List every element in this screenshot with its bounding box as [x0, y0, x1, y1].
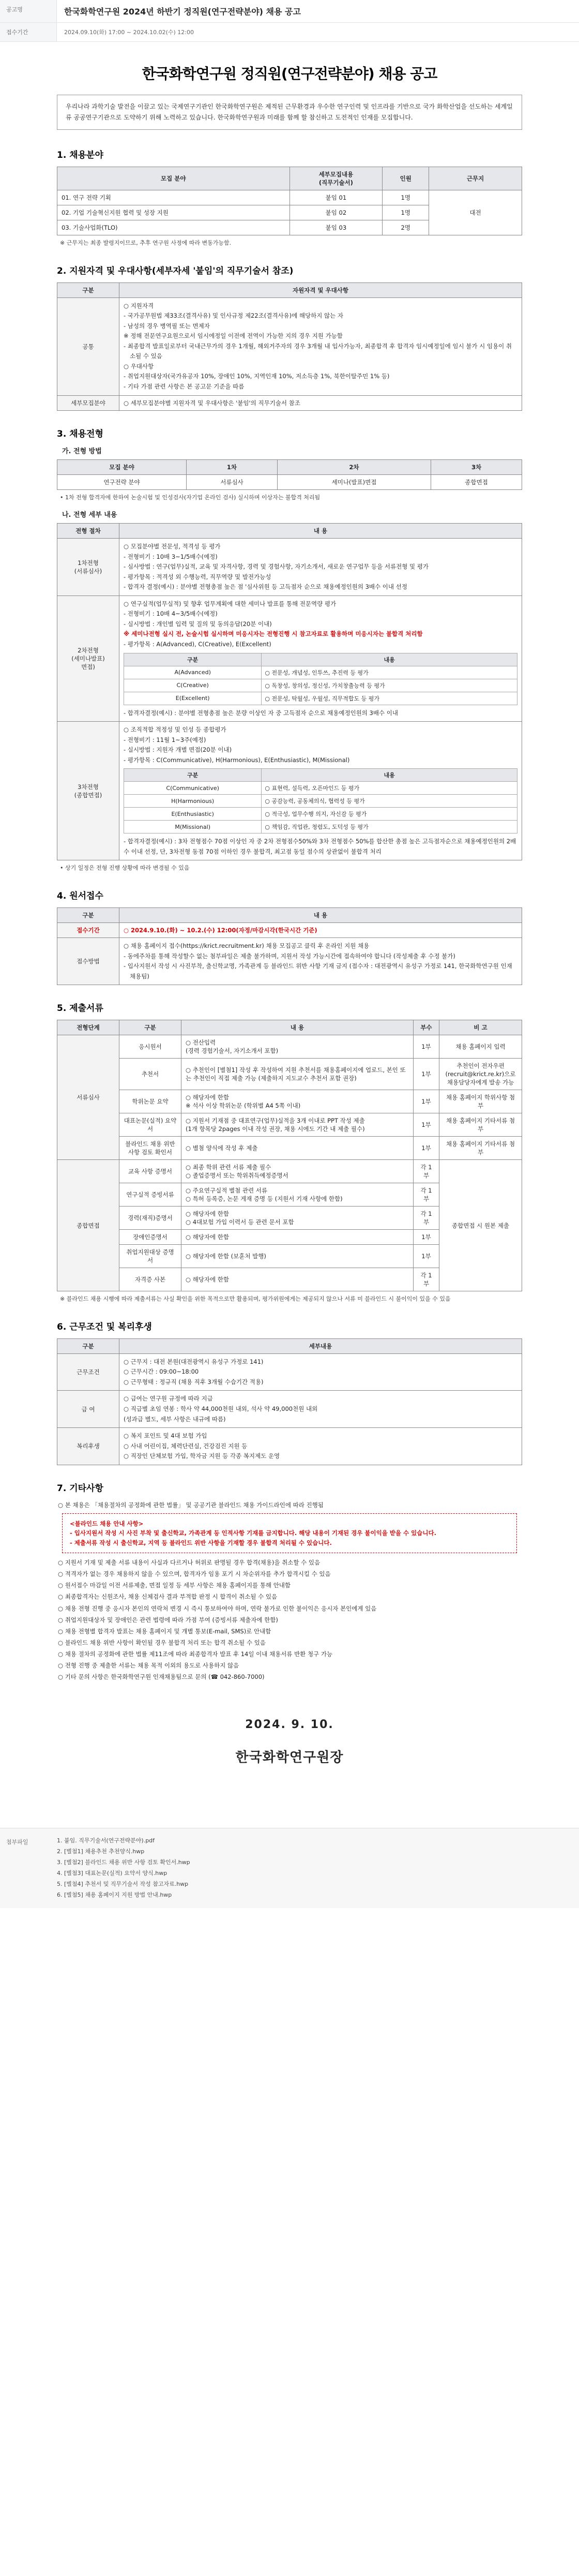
list-item: ○ 취업지원대상자 및 장애인은 관련 법령에 따라 가점 부여 (증빙서류 제출자에 한함) [58, 1616, 278, 1624]
eval-desc: ○ 독창성, 창의성, 정신성, 가치창출능력 등 평가 [262, 679, 517, 692]
table-cell: 2명 [383, 220, 429, 235]
doc-count: 각 1부 [414, 1268, 439, 1291]
list-item: ※ 정해 전문연구요원으로서 임시에정일 이전에 전역이 가능한 지의 경우 지원 가능함 [124, 332, 343, 340]
eval-desc: ○ 적극성, 업무수행 의지, 자신감 등 평가 [262, 808, 517, 821]
doc-desc: ○ 주요연구실적 별첨 관련 서류 ○ 특허 등록증, 논문 게재 증명 등 (지원서 기재 사항에 한함) [181, 1183, 414, 1207]
th: 내 용 [119, 908, 522, 923]
row-label: 접수방법 [57, 938, 119, 985]
th: 인원 [383, 167, 429, 190]
eval-key: E(Excellent) [124, 692, 262, 705]
list-item: - 평가항목 : 적격성 외 수행능력, 직무역량 및 발전가능성 [124, 573, 271, 580]
doc-name: 장애인증명서 [119, 1230, 181, 1245]
list-item: - 전형비기 : 10배 4~3/5배수(예정) [124, 610, 218, 618]
attachment-link[interactable]: 3. [별첨2] 블라인드 채용 위반 사항 검토 확인서.hwp [57, 1859, 190, 1866]
row-label: 1차전형 (서류심사) [57, 539, 119, 596]
attachments-list [57, 1836, 579, 1900]
th: 세부내용 [119, 1338, 522, 1353]
th: 구분 [57, 1338, 119, 1353]
method-note: • 1차 전형 합격자에 한하여 논술시험 및 인성검사(자기업 온라인 검사) 실시하며 이상자는 불합격 처리됨 [60, 494, 321, 501]
doc-note: 추천인이 전자우편(recruit@krict.re.kr)으로 채용담당자에게 발송 가능 [439, 1059, 522, 1090]
list-item: ○ 조직적합 적정성 및 인성 등 종합평가 [124, 726, 226, 734]
doc-name: 대표논문(실적) 요약서 [119, 1113, 181, 1137]
table-cell: 01. 연구 전략 기획 [57, 190, 290, 205]
list-item: - 실시방법 : 개인별 입력 및 질의 및 동의응답(20분 이내) [124, 620, 272, 628]
list-item: ○ 모집분야별 전문성, 적격성 등 평가 [124, 543, 221, 550]
attachment-link[interactable]: 1. 붙임. 직무기술서(연구전략분야).pdf [57, 1837, 155, 1844]
doc-name: 경력(재직)증명서 [119, 1207, 181, 1230]
section-3-note: • 상기 일정은 전형 진행 상황에 따라 변경될 수 있음 [60, 865, 190, 872]
list-item: - 평가항목 : C(Communicative), H(Harmonious), E(Enthusiastic), M(Missional) [124, 756, 350, 764]
list-item: ○ 채용 전형 진행 중 응시자 본인의 연락처 변경 시 즉시 통보하여야 하며, 연락 불가로 인한 불이익은 응시자 본인에게 있음 [58, 1604, 377, 1612]
row-label: 종합면접 [57, 1160, 119, 1291]
th: 내용 [262, 653, 517, 666]
th: 구분 [124, 653, 262, 666]
doc-desc: ○ 최종 학위 관련 서류 제출 필수 ○ 졸업증명서 또는 학위취득예정증명서 [181, 1160, 414, 1183]
doc-desc: ○ 해당자에 한함 (보훈처 발행) [181, 1245, 414, 1268]
row-label: 복리후생 [57, 1428, 119, 1465]
attachments-label: 첨부파일 [6, 1839, 28, 1846]
doc-note: 채용 홈페이지 기타서류 첨부 [439, 1113, 522, 1137]
doc-name: 자격증 사본 [119, 1268, 181, 1291]
section-2-title: 2. 지원자격 및 우대사항(세부자세 '붙임'의 직무기술서 참조) [57, 265, 294, 276]
list-item: ○ 지원서 기재 및 제출 서류 내용이 사실과 다르거나 허위로 판명될 경우 합격(채용)을 취소할 수 있음 [58, 1559, 321, 1566]
section-5-note: ※ 블라인드 채용 시행에 따라 제출서류는 사실 확인을 위한 목적으로만 활용되며, 평가위원에게는 제공되지 않으나 서류 미 블라인드 시 불이익이 있을 수 있음 [60, 1296, 451, 1303]
application-method-list [124, 941, 517, 981]
doc-note: 채용 홈페이지 입력 [439, 1035, 522, 1059]
doc-count: 각 1부 [414, 1160, 439, 1183]
doc-name: 추천서 [119, 1059, 181, 1090]
documents-table [57, 1020, 522, 1291]
th: 내 용 [119, 524, 522, 539]
doc-count: 1부 [414, 1059, 439, 1090]
stage-2-eval-table [124, 653, 517, 705]
application-table [57, 907, 522, 985]
eval-desc: ○ 전문성, 개념성, 인투쓰, 추진력 등 평가 [262, 666, 517, 679]
row-label: 근무조건 [57, 1353, 119, 1391]
attachment-link[interactable]: 6. [별첨5] 채용 홈페이지 지원 방법 안내.hwp [57, 1891, 172, 1898]
doc-note: 채용 홈페이지 학위사항 첨부 [439, 1090, 522, 1113]
list-item: - 취업지원대상자(국가유공자 10%, 장애인 10%, 지역인재 10%, 저소득층 1%, 북한이탈주민 1% 등) [124, 373, 390, 380]
etc-list [57, 1557, 522, 1682]
application-period: ○ 2024.9.10.(화) ~ 10.2.(수) 12:00(자정/마감시각(한국시간 기준) [119, 923, 522, 938]
row-label: 3차전형 (종합면접) [57, 722, 119, 860]
row-label: 공통 [57, 297, 119, 395]
th: 비 고 [439, 1020, 522, 1035]
stage-2-warning: ※ 세미나전형 실시 전, 논술시험 실시하며 미응시자는 전형진행 시 참고자료로 활용하며 미응시자는 불합격 처리함 [124, 630, 423, 638]
list-item: ○ 채용 전형별 합격자 발표는 채용 홈페이지 및 개별 통보(E-mail, SMS)로 안내함 [58, 1627, 271, 1635]
list-item: - 최종합격 발표일로부터 국내근무가의 경우 1개월, 해외거주자의 경우 3개월 내 입사가능자, 최종합격 후 합격자 임시예정일에 임시 불가 시 임용이 취소될 수 있음 [124, 342, 512, 360]
eval-key: M(Missional) [124, 821, 262, 833]
doc-name: 응시원서 [119, 1035, 181, 1059]
th: 근무지 [429, 167, 522, 190]
list-item: - 평가항목 : A(Advanced), C(Creative), E(Excellent) [124, 641, 271, 648]
table-cell: ○ 근무지 : 대전 본원(대전광역시 유성구 가정로 141) ○ 근무시간 : 09:00~18:00 ○ 근무형태 : 정규직 (채용 직후 3개월 수습기간 적용) [119, 1353, 522, 1391]
section-5-title: 5. 제출서류 [57, 1003, 103, 1014]
post-body [57, 63, 522, 1766]
row-label: 2차전형 (세미나발표) 면접) [57, 595, 119, 721]
list-item: ○ 최종합격자는 신원조사, 채용 신체검사 결과 부적합 판정 시 합격이 취소될 수 있음 [58, 1593, 278, 1601]
doc-desc: ○ 해당자에 한함 [181, 1268, 414, 1291]
eval-key: A(Advanced) [124, 666, 262, 679]
th: 전형단계 [57, 1020, 119, 1035]
section-7-title: 7. 기타사항 [57, 1483, 103, 1494]
attachment-link[interactable]: 4. [별첨3] 대표논문(실적) 요약서 양식.hwp [57, 1870, 167, 1877]
th: 모집 분야 [57, 167, 290, 190]
doc-desc: ○ 별첨 양식에 작성 후 제출 [181, 1137, 414, 1160]
common-qualification-list [124, 301, 517, 392]
doc-count: 각 1부 [414, 1183, 439, 1207]
doc-count: 1부 [414, 1090, 439, 1113]
conditions-table [57, 1338, 522, 1465]
th: 3차 [431, 459, 522, 474]
list-item: - 국가공무원법 제33조(결격사유) 및 인사규정 제22조(결격사유)에 해당하지 않는 자 [124, 312, 343, 320]
row-label: 급 여 [57, 1391, 119, 1428]
row-label: 접수기간 [57, 923, 119, 938]
row-label: 서류심사 [57, 1035, 119, 1160]
doc-count: 1부 [414, 1230, 439, 1245]
eval-desc: ○ 책임감, 직업관, 청렴도, 도덕성 등 평가 [262, 821, 517, 833]
list-item: ○ 채용 홈페이지 접수(https://krict.recruitment.kr) 채용 모집공고 클릭 후 온라인 지원 채용 [124, 942, 370, 949]
list-item: ○ 우대사항 [124, 362, 154, 370]
doc-desc: ○ 해당자에 한함 ○ 4대보험 가입 이력서 등 관련 문서 포함 [181, 1207, 414, 1230]
section-1-title: 1. 채용분야 [57, 150, 103, 160]
selection-method-table [57, 459, 522, 490]
section-1-note: ※ 근무지는 최종 발령지이므로, 추후 연구원 사정에 따라 변동가능함. [60, 240, 232, 246]
recruit-field-table [57, 167, 522, 235]
doc-name: 취업지원대상 증명서 [119, 1245, 181, 1268]
table-cell: 붙임 03 [290, 220, 383, 235]
table-cell: 붙임 02 [290, 205, 383, 220]
selection-detail-table [57, 523, 522, 860]
stage-1-list [124, 542, 517, 592]
signature: 한국화학연구원장 [235, 1750, 344, 1766]
list-item: - 동에주차를 통해 작성할수 없는 첨부파일은 제출 불가하며, 지원서 작성 가능시간에 접속하여야 합니다 (작성제출 후 수정 불가) [124, 952, 455, 960]
th: 2차 [277, 459, 431, 474]
eval-key: C(Communicative) [124, 782, 262, 795]
table-cell: ○ 복지 포인트 및 4대 보험 가입 ○ 사내 어린이집, 체력단련실, 건강검진 지원 등 ○ 직장인 단체보험 가입, 학자금 지원 등 각종 복지제도 운영 [119, 1428, 522, 1465]
document-heading: 한국화학연구원 정직원(연구전략분야) 채용 공고 [142, 65, 437, 82]
section-4-title: 4. 원서접수 [57, 891, 103, 901]
stage-3-pass: - 합격자결정(예시) : 3차 전형점수 70점 이상인 자 중 2차 전형점수50%와 3차 전형점수 50%를 합산한 총점 높은 고득점자순으로 채용예정인원의 2배수 이내 선정, 단, 3차전형 동점 70점 이하인 경우 불합격, 최고점 동일 점수의 상관없이 불합격 처리 [124, 838, 516, 855]
table-cell: 1명 [383, 205, 429, 220]
period-value: 2024.09.10(화) 17:00 ~ 2024.10.02(수) 12:00 [64, 29, 194, 36]
list-item: ○ 본 채용은 「채용절차의 공정화에 관한 법률」 및 공공기관 블라인드 채용 가이드라인에 따라 진행됨 [58, 1501, 324, 1509]
list-item: - 기타 가점 관련 사항은 본 공고문 기준을 따름 [124, 382, 245, 390]
th: 모집 분야 [57, 459, 187, 474]
doc-desc: ○ 지원서 기재점 중 대표연구(업무)실적을 3개 이내로 PPT 작성 제출 (1개 항목당 2pages 이내 작성 권장, 채용 시에도 기간 내 제출 필수) [181, 1113, 414, 1137]
title-label: 공고명 [0, 0, 57, 22]
subsection-title: 가. 전형 방법 [62, 447, 102, 455]
doc-count: 1부 [414, 1137, 439, 1160]
table-cell: ○ 세부모집분야별 지원자격 및 우대사항은 '붙임'의 직무기술서 참조 [119, 395, 522, 410]
table-cell: ○ 급여는 연구원 규정에 따라 지급 ○ 직급별 초임 연봉 : 학사 약 44,000천원 내외, 석사 약 49,000천원 내외 (성과급 별도, 세부 사항은 내규에 따름) [119, 1391, 522, 1428]
th: 내용 [262, 769, 517, 782]
doc-count: 1부 [414, 1245, 439, 1268]
doc-desc: ○ 전산입력 (경력 경험기술서, 자기소개서 포함) [181, 1035, 414, 1059]
table-cell: 붙임 01 [290, 190, 383, 205]
period-row [0, 23, 579, 42]
th: 구분 [57, 908, 119, 923]
stage-2-list [124, 599, 517, 650]
list-item: - 심사방법 : 연구(업무)실적, 교육 및 자격사항, 경력 및 경험사항, 자기소개서, 새로운 연구업무 등을 서류전형 및 평가 [124, 563, 429, 571]
table-cell: 종합면접 [431, 474, 522, 489]
doc-desc: ○ 해당자에 한함 ※ 석사 이상 학위논문 (학위별 A4 5쪽 이내) [181, 1090, 414, 1113]
doc-count: 각 1부 [414, 1207, 439, 1230]
section-3-title: 3. 채용전형 [57, 428, 103, 439]
doc-name: 교육 사항 증명서 [119, 1160, 181, 1183]
list-item: - 합격자 결정(예시) : 분야별 전형총점 높은 점 '심사위원 등 고득점자 순으로 채용예정인원의 3배수 이내 선정 [124, 583, 407, 591]
doc-note: 채용 홈페이지 기타서류 첨부 [439, 1137, 522, 1160]
list-item: ○ 연구실적(업무실적) 및 향후 업무계획에 대한 세미나 발표를 통해 전문역량 평가 [124, 600, 337, 607]
th: 내 용 [181, 1020, 414, 1035]
doc-desc: ○ 해당자에 한함 [181, 1230, 414, 1245]
list-item: ○ 원서접수 마감일 이전 서류제출, 면접 일정 등 세부 사항은 채용 홈페이지를 통해 안내함 [58, 1582, 291, 1589]
list-item: - 실시방법 : 지원자 개별 면접(20분 이내) [124, 746, 232, 754]
title-row [0, 0, 579, 23]
list-item: ○ 적격자가 없는 경우 채용하지 않을 수 있으며, 합격자가 임용 포기 시 차순위자를 추가 합격시킬 수 있음 [58, 1570, 331, 1578]
list-item: - 남성의 경우 병역필 또는 면제자 [124, 322, 210, 330]
stage-3-list [124, 725, 517, 765]
doc-desc: ○ 추천인이 [별첨1] 작성 후 작성하여 지원 추천서를 채용홈페이지에 업로드, 본인 또는 추천인이 직접 제출 가능 (제출하지 지도교수 추천서 포함 권장) [181, 1059, 414, 1090]
th: 구분 [119, 1020, 181, 1035]
list-item: ○ 지원자격 [124, 302, 154, 309]
doc-name: 연구실적 증빙서류 [119, 1183, 181, 1207]
eval-desc: ○ 공감능력, 공동체의식, 협력성 등 평가 [262, 795, 517, 808]
stage-3-eval-table [124, 768, 517, 833]
location-cell: 대전 [429, 190, 522, 235]
th: 자원자격 및 우대사항 [119, 282, 522, 297]
table-cell: 서류심사 [187, 474, 278, 489]
doc-note: 종합면접 시 원본 제출 [439, 1160, 522, 1291]
table-cell: 03. 기술사업화(TLO) [57, 220, 290, 235]
list-item: ○ 블라인드 채용 위반 사항이 확인될 경우 불합격 처리 또는 합격 취소될 수 있음 [58, 1639, 266, 1646]
etc-list [57, 1500, 522, 1510]
eval-key: E(Enthusiastic) [124, 808, 262, 821]
intro-box: 우리나라 과학기술 발전을 이끌고 있는 국제연구기관인 한국화학연구원은 제적된 근무환경과 우수한 연구인력 및 인프라를 기반으로 국가 화학산업을 선도하는 세계일류 공공연구기관으로 도약하기 위해 노력하고 있습니다. 한국화학연구원과 미래를 함께 할 참신하고 도전적인 인재를 모집합니다. [57, 95, 522, 130]
table-cell: 1명 [383, 190, 429, 205]
list-item: - 전형비기 : 10배 3~1/5배수(예정) [124, 553, 218, 560]
eval-key: C(Creative) [124, 679, 262, 692]
eval-desc: ○ 표현력, 설득력, 오픈마인드 등 평가 [262, 782, 517, 795]
attachments-area [0, 1828, 579, 1908]
doc-name: 블라인드 채용 위반 사항 검토 확인서 [119, 1137, 181, 1160]
list-item: - 입사지원서 작성 시 사진부착, 출신학교명, 가족관계 등 블라인드 위반 사항 기재 금지 (접수자 : 대전광역시 유성구 가정로 141, 한국화학연구원 인재채용팀) [124, 962, 512, 980]
announcement-date: 2024. 9. 10. [245, 1718, 334, 1732]
th: 전형 절차 [57, 524, 119, 539]
row-label: 세부모집분야 [57, 395, 119, 410]
doc-count: 1부 [414, 1113, 439, 1137]
post-title: 한국화학연구원 2024년 하반기 정직원(연구전략분야) 채용 공고 [64, 7, 301, 17]
th: 구분 [57, 282, 119, 297]
subsection-title: 나. 전형 세부 내용 [62, 511, 117, 519]
stage-2-pass: - 합격자결정(예시) : 분야별 전형총점 높은 분량 이상인 자 중 고득점자 순으로 채용예정인원의 3배수 이내 [124, 709, 398, 717]
attachment-link[interactable]: 2. [별첨1] 채용추천 추천양식.hwp [57, 1848, 145, 1855]
th: 부수 [414, 1020, 439, 1035]
list-item: ○ 전형 진행 중 제출한 서류는 채용 목적 이외의 용도로 사용하지 않음 [58, 1662, 239, 1670]
doc-count: 1부 [414, 1035, 439, 1059]
list-item: ○ 기타 문의 사항은 한국화학연구원 인재채용팀으로 문의 (☎ 042-860-7000) [58, 1673, 265, 1681]
period-label: 접수기간 [0, 23, 57, 41]
table-cell: 세미나(발표)면접 [277, 474, 431, 489]
th: 1차 [187, 459, 278, 474]
th: 구분 [124, 769, 262, 782]
blind-hiring-notice: <블라인드 채용 안내 사항> - 입사지원서 작성 시 사진 부착 및 출신학교, 가족관계 등 인적사항 기재를 금지합니다. 해당 내용이 기재된 경우 불이익을 받을 수 있습니다. - 제출서류 작성 시 출신학교, 지역 등 블라인드 위반 사항을 기재할 경우 불합격 처리될 수 있습니다. [62, 1513, 517, 1553]
table-cell: 연구전략 분야 [57, 474, 187, 489]
qualification-table [57, 282, 522, 411]
eval-desc: ○ 전문성, 탁월성, 우월성, 직무적합도 등 평가 [262, 692, 517, 705]
eval-key: H(Harmonious) [124, 795, 262, 808]
list-item: - 전형비기 : 11월 1~3주(예정) [124, 736, 206, 743]
section-6-title: 6. 근무조건 및 복리후생 [57, 1321, 152, 1332]
list-item: ○ 채용 절차의 공정화에 관한 법률 제11조에 따라 최종합격자 발표 후 14일 이내 채용서류 반환 청구 가능 [58, 1650, 333, 1658]
table-cell: 02. 기업 기술혁신지원 협력 및 성장 지원 [57, 205, 290, 220]
doc-name: 학위논문 요약 [119, 1090, 181, 1113]
th: 세부모집내용 (직무기술서) [290, 167, 383, 190]
attachment-link[interactable]: 5. [별첨4] 추천서 및 직무기술서 작성 참고자료.hwp [57, 1880, 189, 1887]
